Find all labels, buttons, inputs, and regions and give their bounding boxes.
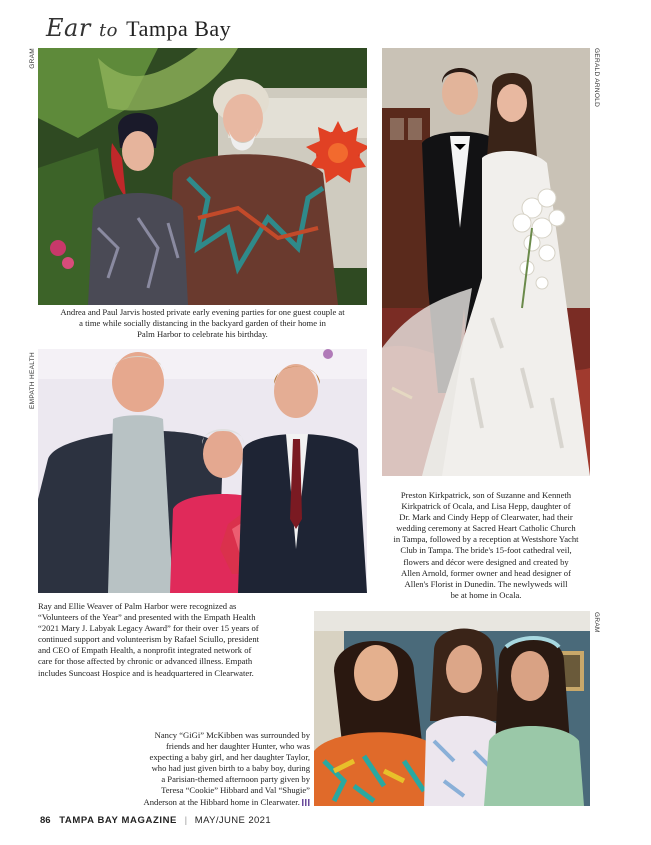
- caption-line-text: Anderson at the Hibbard home in Clearwater.: [143, 796, 300, 807]
- caption-line: Preston Kirkpatrick, son of Suzanne and Kenneth: [400, 490, 572, 500]
- caption-line: a Parisian-themed afternoon party given by: [161, 774, 310, 785]
- caption-jarvis: [38, 307, 367, 340]
- caption-line: expecting a baby girl, and her daughter Taylor,: [149, 752, 310, 763]
- caption-line: “Volunteers of the Year” and presented with the Empath Health: [38, 612, 256, 623]
- end-mark-icon: [302, 799, 310, 806]
- header-city: Tampa Bay: [126, 16, 232, 41]
- header-to: to: [98, 20, 119, 41]
- caption-mckibben: [110, 730, 310, 808]
- header-ear: Ear: [46, 14, 91, 42]
- photo-credit-jarvis: GRAM: [29, 48, 36, 69]
- caption-line: Andrea and Paul Jarvis hosted private early evening parties for one guest couple at: [60, 307, 345, 317]
- caption-line: and CEO of Empath Health, a nonprofit integrated network of: [38, 645, 252, 656]
- caption-wedding: [380, 490, 592, 601]
- photo-weaver-image: [38, 349, 367, 593]
- photo-jarvis-image: [38, 48, 367, 305]
- caption-line: be at home in Ocala.: [450, 589, 522, 600]
- section-header: [46, 14, 231, 42]
- photo-mckibben: [314, 611, 590, 806]
- caption-line: Allen Arnold, former owner and head designer of: [401, 567, 571, 578]
- caption-line: includes Suncoast Hospice and is headquartered in Clearwater.: [38, 667, 254, 678]
- caption-line: friends and her daughter Hunter, who was: [165, 741, 310, 752]
- caption-line: Dr. Mark and Cindy Hepp of Clearwater, had their: [399, 512, 573, 523]
- caption-line: Ray and Ellie Weaver of Palm Harbor were recognized as: [38, 601, 237, 611]
- page-number: 86: [40, 815, 51, 826]
- caption-weaver: [38, 601, 338, 679]
- caption-line: Club in Tampa. The bride's 15-foot cathedral veil,: [400, 545, 572, 556]
- photo-wedding: [382, 48, 590, 476]
- caption-line: Palm Harbor to celebrate his birthday.: [137, 329, 268, 340]
- photo-credit-weaver: EMPATH HEALTH: [29, 352, 36, 409]
- magazine-name: TAMPA BAY MAGAZINE: [59, 815, 177, 826]
- caption-line: in Tampa, followed by a reception at Westshore Yacht: [393, 534, 579, 545]
- caption-line: who had just given birth to a baby boy, during: [151, 763, 310, 774]
- page-footer: [40, 815, 271, 826]
- caption-line: care for those affected by chronic or advanced illness. Empath: [38, 656, 253, 667]
- caption-line: Nancy “GiGi” McKibben was surrounded by: [154, 730, 310, 740]
- caption-line: wedding ceremony at Sacred Heart Catholic Church: [396, 523, 576, 534]
- caption-line: Allen's Florist in Dunedin. The newlyweds will: [404, 578, 568, 589]
- photo-mckibben-image: [314, 611, 590, 806]
- footer-separator: |: [184, 815, 188, 826]
- caption-line: a time while socially distancing in the backyard garden of their home in: [79, 318, 326, 329]
- caption-line: Teresa “Cookie” Hibbard and Val “Shugie”: [161, 785, 310, 796]
- caption-line: Kirkpatrick of Ocala, and Lisa Hepp, daughter of: [401, 501, 571, 512]
- photo-wedding-image: [382, 48, 590, 476]
- caption-line: flowers and décor were designed and created by: [403, 556, 569, 567]
- caption-line-last: [110, 797, 310, 808]
- caption-line: continued support and volunteerism by Rafael Sciullo, president: [38, 634, 260, 645]
- photo-credit-wedding: GERALD ARNOLD: [593, 48, 600, 108]
- photo-credit-mckibben: GRAM: [593, 612, 600, 633]
- photo-jarvis: [38, 48, 367, 305]
- photo-weaver: [38, 349, 367, 593]
- caption-line: “2021 Mary J. Labyak Legacy Award” for their over 15 years of: [38, 623, 259, 634]
- issue-date: MAY/JUNE 2021: [194, 815, 272, 826]
